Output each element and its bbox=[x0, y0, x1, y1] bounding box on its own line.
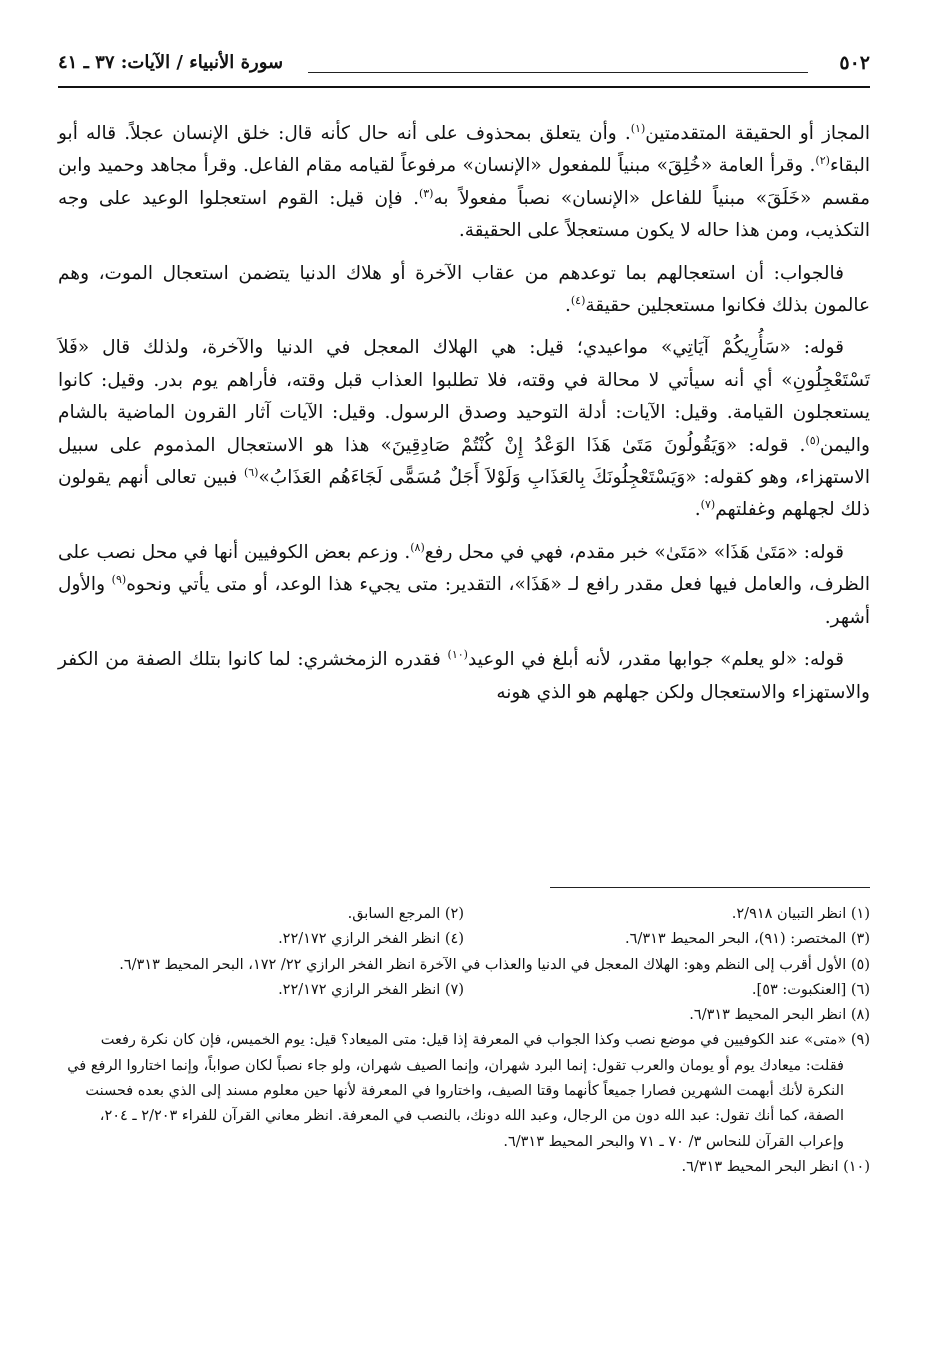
footnote: (١٠) انظر البحر المحيط ٦/٣١٣. bbox=[681, 1158, 870, 1175]
footnote-ref[interactable]: (٥) bbox=[805, 433, 820, 447]
text-run: فبين تعالى أنهم يقولون ذلك لجهلهم وغفلتهم bbox=[58, 467, 870, 521]
footnote-pair bbox=[58, 927, 870, 952]
footnote: (٢) المرجع السابق. bbox=[347, 906, 464, 922]
text-run: . bbox=[564, 295, 571, 317]
footnote: (٨) انظر البحر المحيط ٦/٣١٣. bbox=[689, 1007, 870, 1024]
footnote: (٩) «متى» عند الكوفيين في موضع نصب وكذا الجواب في المعرفة إذا قيل: متى الميعاد؟ قيل: يوم الخميس، فإن كان نكرة رفعت فقلت: ميعادك يوم أو يومان والعرب تقول: إنما البرد شهران، وإنما الصيف شهران، ولو جاء نصباً لكان صواباً، وإنما اختاروا الرفع في النكرة لأنك أبهمت الشهرين فصارا جميعاً كأنهما وقتا الصيف، واختاروا في المعرفة لأنها حين معلوم مسند إلى الذي بعده فحسنت الصفة، كما أنك تقول: عبد الله دون من الرجال، وعبد الله دونك، بالنصب في المعرفة. انظر معاني القرآن للفراء ٢/٢٠٣ ـ ٢٠٤، وإعراب القرآن للنحاس ٣/ ٧٠ ـ ٧١ والبحر المحيط ٦/٣١٣. bbox=[67, 1032, 870, 1150]
footnote-ref[interactable]: (٩) bbox=[111, 573, 127, 587]
footnote: (٧) انظر الفخر الرازي ٢٢/١٧٢. bbox=[278, 981, 464, 998]
text-run: . bbox=[694, 499, 701, 521]
text-run: . قوله: «وَيَقُولُونَ مَتَىٰ هَذَا الوَعْدُ إِنْ كُنْتُمْ صَادِقِينَ» هذا هو الاستعجال المذموم على سبيل الاستهزاء، وهو كقوله: «وَيَسْتَعْجِلُونَكَ بِالعَذَابِ وَلَوْلاَ أَجَلٌ مُسَمًّى لَجَاءَهُم العَذَابُ» bbox=[58, 434, 870, 489]
footnote-pair bbox=[58, 978, 870, 1003]
paragraph bbox=[58, 258, 870, 323]
footnote-ref[interactable]: (٢) bbox=[815, 154, 830, 168]
text-run: المجاز أو الحقيقة المتقدمتين bbox=[645, 123, 870, 144]
footnote-separator bbox=[550, 887, 870, 888]
text-run: والأول أشهر. bbox=[58, 574, 870, 628]
footnote-ref[interactable]: (٦) bbox=[243, 465, 259, 479]
text-run: قوله: «سَأُرِيكُمْ آيَاتِي» مواعيدي؛ قيل: هي الهلاك المعجل في الدنيا والآخرة، ولذلك قال «فَلاَ تَسْتَعْجِلُونِ» أي أنه سيأتي لا محالة في وقته، فلا تطلبوا العذاب قبل وقته، فأراهم يوم بدر. وقيل: كانوا يستعجلون القيامة. وقيل: الآيات: أدلة التوحيد وصدق الرسول. وقيل: الآيات آثار القرون الماضية بالشام واليمن bbox=[58, 337, 870, 456]
footnotes bbox=[58, 902, 870, 1180]
footnote: (٦) [العنكبوت: ٥٣]. bbox=[751, 981, 870, 998]
footnote-ref[interactable]: (٤) bbox=[570, 293, 586, 307]
footnote-ref[interactable]: (٨) bbox=[410, 540, 425, 554]
footnote-ref[interactable]: (١٠) bbox=[447, 647, 468, 661]
text-run: . وقرأ العامة «خُلِقَ» مبنياً للمفعول «الإنسان» مرفوعاً لقيامه مقام الفاعل. وقرأ مجاهد وحميد وابن مقسم «خَلَقَ» مبنياً للفاعل «الإنسان» نصباً مفعولاً به bbox=[58, 155, 870, 209]
header-leader-line bbox=[308, 72, 808, 73]
footnote: (٥) الأول أقرب إلى النظم وهو: الهلاك المعجل في الدنيا والعذاب في الآخرة انظر الفخر الرازي ٢٢/ ١٧٢، البحر المحيط ٦/٣١٣. bbox=[119, 956, 870, 973]
footnote: (٣) المختصر: (٩١)، البحر المحيط ٦/٣١٣. bbox=[625, 931, 870, 948]
header-rule bbox=[58, 86, 870, 88]
footnote: (٤) انظر الفخر الرازي ٢٢/١٧٢. bbox=[278, 931, 464, 948]
running-header bbox=[58, 42, 870, 86]
text-run: فقدره الزمخشري: لما كانوا بتلك الصفة من الكفر والاستهزاء والاستعجال ولكن جهلهم هو الذي هونه bbox=[58, 649, 870, 703]
footnote-ref[interactable]: (٣) bbox=[418, 186, 434, 200]
main-text bbox=[58, 118, 870, 719]
footnote-ref[interactable]: (١) bbox=[630, 121, 646, 135]
footnote: (١) انظر التبيان ٢/٩١٨. bbox=[731, 906, 870, 922]
book-page bbox=[58, 42, 870, 1332]
text-run: . فإن قيل: القوم استعجلوا الوعيد على وجه التكذيب، ومن هذا حاله لا يكون مستعجلاً على الحقيقة. bbox=[58, 187, 870, 242]
footnote-ref[interactable]: (٧) bbox=[700, 498, 716, 512]
text-run: قوله: «مَتَىٰ هَذَا» «مَتَىٰ» خبر مقدم، فهي في محل رفع bbox=[424, 541, 844, 563]
footnote-pair bbox=[58, 902, 870, 927]
text-run: . وأن يتعلق بمحذوف على أنه حال كأنه قال: خلق الإنسان عجلاً. قاله أبو البقاء bbox=[58, 123, 870, 177]
paragraph bbox=[58, 118, 870, 248]
paragraph bbox=[58, 644, 870, 709]
text-run: فالجواب: أن استعجالهم بما توعدهم من عقاب الآخرة أو هلاك الدنيا يتضمن استعجال الموت، وهم عالمون بذلك فكانوا مستعجلين حقيقة bbox=[58, 262, 870, 317]
chapter-title: سورة الأنبياء / الآيات: ٣٧ ـ ٤١ bbox=[58, 52, 284, 73]
text-run: . وزعم بعض الكوفيين أنها في محل نصب على الظرف، والعامل فيها فعل مقدر رافع لـ «هَذَا»، التقدير: متى يجيء هذا الوعد، أو متى يأتي ونحوه bbox=[58, 541, 870, 596]
page-number: ٥٠٢ bbox=[839, 52, 870, 74]
text-run: قوله: «لو يعلم» جوابها مقدر، لأنه أبلغ في الوعيد bbox=[467, 649, 844, 671]
paragraph bbox=[58, 537, 870, 634]
paragraph bbox=[58, 332, 870, 526]
